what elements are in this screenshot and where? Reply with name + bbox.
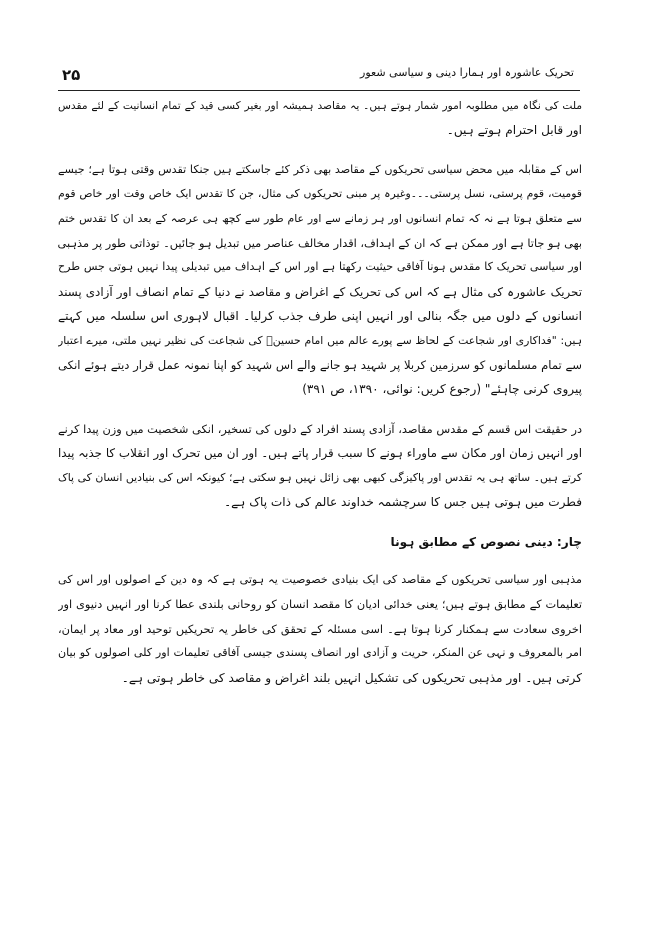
text-line: قومیت، قوم پرستی، نسل پرستی۔۔۔وغیرہ پر مبنی تحریکوں کی مثال، جن کا تقدس ایک خاص وقت اور خاص قوم — [58, 187, 582, 201]
paragraph-1 — [58, 94, 582, 143]
text-line: کرتے ہیں۔ ساتھ ہی یہ تقدس اور پاکیزگی کبھی بھی زائل نہیں ہو سکتی ہے؛ کیونکہ اس کی بنیادیں انسان کی پاک — [58, 470, 582, 484]
running-title: تحریک عاشورہ اور ہمارا دینی و سیاسی شعور — [360, 66, 574, 79]
text-line: بھی ہو جاتا ہے اور ممکن ہے کہ ان کے اہداف، اقدار مخالف عناصر میں تبدیل ہو جائیں۔ توذاتی طور پر مذہبی — [58, 236, 582, 251]
section-heading: چار: دینی نصوص کے مطابق ہونا — [390, 534, 582, 549]
text-line: فطرت میں ہوتی ہیں جس کا سرچشمہ خداوند عالم کی ذات پاک ہے۔ — [224, 495, 582, 510]
text-line: تعلیمات کے مطابق ہوتے ہیں؛ یعنی خدائی ادیان کا مقصد انسان کو روحانی بلندی عطا کرنا اور انہیں دنیوی اور — [58, 597, 582, 612]
paragraph-2 — [58, 158, 582, 402]
text-line: سے تمام مسلمانوں کو سرزمین کربلا پر شہید ہو جانے والے اس شہید کو اپنا نمونہ عمل قرار دیتے ہوئے انکی — [58, 358, 582, 373]
text-line: ملت کی نگاہ میں مطلوبہ امور شمار ہوتے ہیں۔ یہ مقاصد ہمیشہ اور بغیر کسی قید کے تمام انسانیت کے لئے مقدس — [58, 100, 582, 112]
text-line: اخروی سعادت سے ہمکنار کرنا ہوتا ہے۔ اسی مسئلہ کے تحقق کی خاطر یہ تحریکیں توحید اور معاد پر ایمان، — [58, 621, 582, 636]
text-line: کرتی ہیں۔ اور مذہبی تحریکوں کی تشکیل انہیں بلند اغراض و مقاصد کی خاطر ہوتی ہے۔ — [121, 670, 582, 685]
text-line: مذہبی اور سیاسی تحریکوں کے مقاصد کی ایک بنیادی خصوصیت یہ ہوتی ہے کہ وہ دین کے اصولوں اور اس کی — [58, 572, 582, 586]
text-line: امر بالمعروف و نہی عن المنکر، حریت و آزادی اور انصاف پسندی جیسی آفاقی تعلیمات اور کلی اصولوں کو بیان — [58, 646, 582, 660]
text-line: تحریک عاشورہ کی مثال ہے کہ اس کی تحریک کے اغراض و مقاصد نے دنیا کے تمام انصاف اور آزادی پسند — [58, 284, 582, 299]
text-line: پیروی کرنی چاہئے" (رجوع کریں: نوائی، ۱۳۹۰، ص ۳۹۱) — [302, 382, 582, 397]
text-line: اس کے مقابلہ میں محض سیاسی تحریکوں کے مقاصد بھی ذکر کئے جاسکتے ہیں جنکا تقدس وقتی ہوتا ہے؛ جیسے — [58, 162, 582, 176]
text-line: سے متعلق ہوتا ہے نہ کہ تمام انسانوں اور ہر زمانے سے اور عام طور سے کچھ ہی عرصہ کے بعد ان کا تقدس ختم — [58, 211, 582, 225]
text-line: در حقیقت اس قسم کے مقدس مقاصد، آزادی پسند افراد کے دلوں کی تسخیر، انکی شخصیت میں وزن پیدا کرنے — [58, 421, 582, 436]
paragraph-4 — [58, 568, 582, 690]
text-line: ہیں: "فداکاری اور شجاعت کے لحاظ سے پورے عالم میں امام حسینؑ کی شجاعت کی نظیر نہیں ملتی، میرے اعتبار — [58, 333, 582, 347]
page-number: ۲۵ — [62, 66, 81, 84]
text-line: اور انہیں زمان اور مکان سے ماوراء ہونے کا سبب قرار پاتے ہیں۔ اور ان میں تحرک اور انقلاب کا جذبہ پیدا — [58, 446, 582, 461]
body-text — [58, 94, 582, 705]
text-line: اور قابل احترام ہوتے ہیں۔ — [446, 123, 582, 138]
page-header — [58, 62, 580, 91]
text-line: اور سیاسی تحریک کا مقدس ہونا آفاقی حیثیت رکھتا ہے اور اس کے اہداف میں تبدیلی پیدا نہیں ہوتی جس طرح — [58, 260, 582, 274]
text-line: انسانوں کے دلوں میں جگہ بنالی اور انہیں اپنی طرف جذب کرلیا۔ اقبال لاہوری اس سلسلہ میں کہتے — [58, 309, 582, 324]
paragraph-3 — [58, 417, 582, 515]
